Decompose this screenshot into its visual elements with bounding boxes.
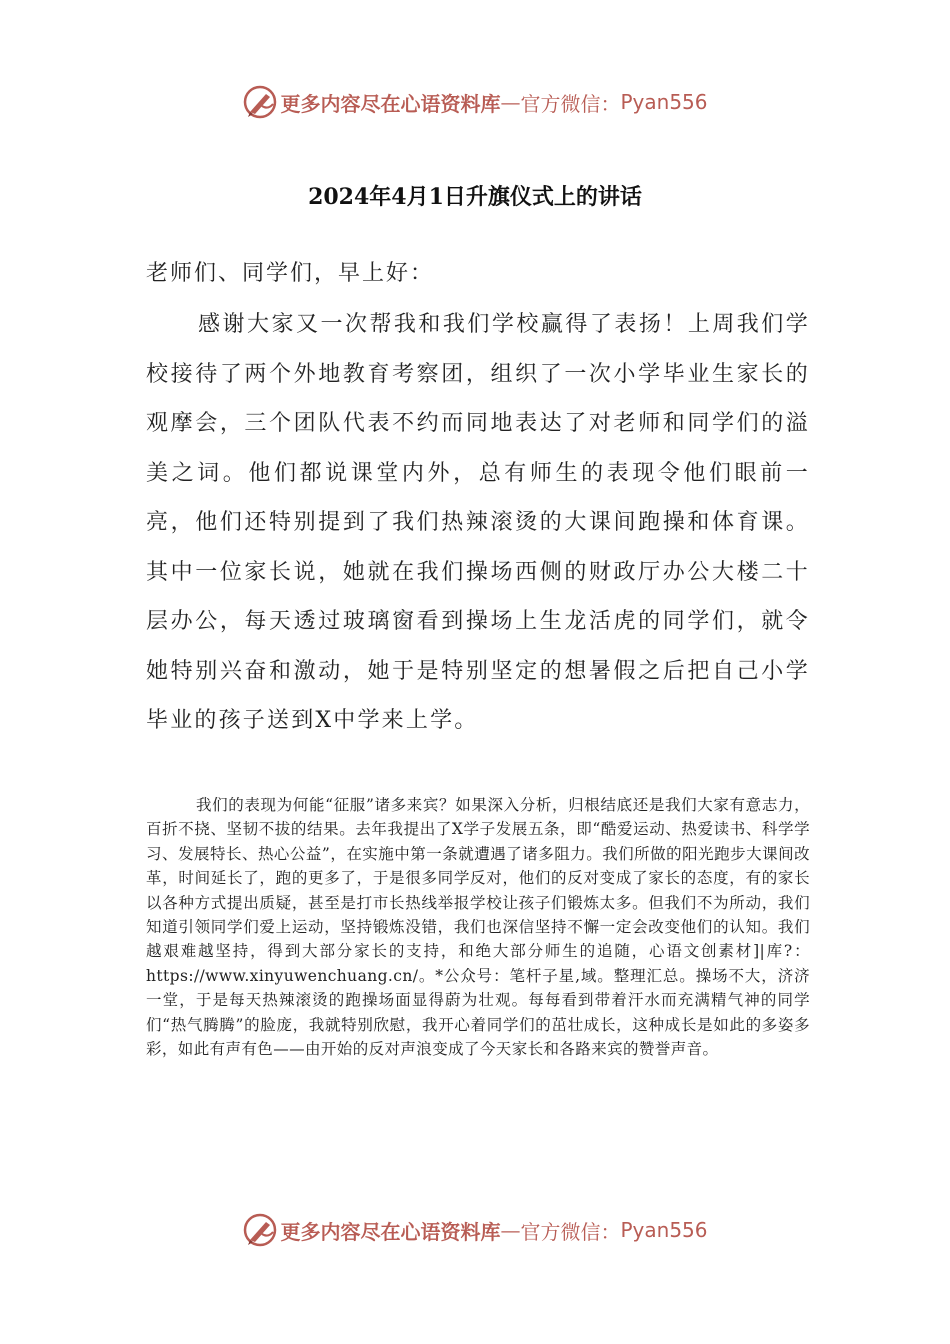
- pen-logo-icon: [242, 1212, 278, 1248]
- document-title: 2024年4月1日升旗仪式上的讲话: [308, 184, 642, 210]
- banner-wechat-id: Pyan556: [620, 90, 708, 114]
- banner-label: 官方微信：: [520, 1219, 621, 1244]
- paragraph-1: 感谢大家又一次帮我和我们学校赢得了表扬！上周我们学校接待了两个外地教育考察团，组织了一次小学毕业生家长的观摩会，三个团队代表不约而同地表达了对老师和同学们的溢美之词。他们都说课堂内外，总有师生的表现令他们眼前一亮，他们还特别提到了我们热辣滚烫的大课间跑操和体育课。其中一位家长说，她就在我们操场西侧的财政厅办公大楼二十层办公，每天透过玻璃窗看到操场上生龙活虎的同学们，就令她特别兴奋和激动，她于是特别坚定的想暑假之后把自己小学毕业的孩子送到X中学来上学。: [146, 312, 810, 733]
- banner-label: 官方微信：: [520, 91, 621, 116]
- banner-wechat-id: Pyan556: [620, 1218, 708, 1242]
- footer-banner: [0, 1210, 950, 1250]
- paragraph-2: 我们的表现为何能“征服”诸多来宾？如果深入分析，归根结底还是我们大家有意志力，百折不挠、坚韧不拔的结果。去年我提出了X学子发展五条，即“酷爱运动、热爱读书、科学学习、发展特长、热心公益”，在实施中第一条就遭遇了诸多阻力。我们所做的阳光跑步大课间改革，时间延长了，跑的更多了，于是很多同学反对，他们的反对变成了家长的态度，有的家长以各种方式提出质疑，甚至是打市长热线举报学校让孩子们锻炼太多。但我们不为所动，我们知道引领同学们爱上运动，坚持锻炼没错，我们也深信坚持不懈一定会改变他们的认知。我们越艰难越坚持，得到大部分家长的支持，和绝大部分师生的追随，心语文创素材]|库?：https://www.xinyuwenchuang.cn/。*公众号：笔杆子星,域。整理汇总。操场不大，济济一堂，于是每天热辣滚烫的跑操场面显得蔚为壮观。每每看到带着汗水而充满精气神的同学们“热气腾腾”的脸庞，我就特别欣慰，我开心着同学们的茁壮成长，这种成长是如此的多姿多彩，如此有声有色——由开始的反对声浪变成了今天家长和各路来宾的赞誉声音。: [146, 796, 810, 1059]
- banner-text: 更多内容尽在心语资料库: [280, 91, 501, 116]
- greeting: 老师们、同学们，早上好：: [146, 261, 435, 286]
- banner-separator: —: [500, 1218, 521, 1242]
- banner-separator: —: [500, 90, 521, 114]
- banner-text: 更多内容尽在心语资料库: [280, 1219, 501, 1244]
- header-banner: [0, 82, 950, 122]
- pen-logo-icon: [242, 84, 278, 120]
